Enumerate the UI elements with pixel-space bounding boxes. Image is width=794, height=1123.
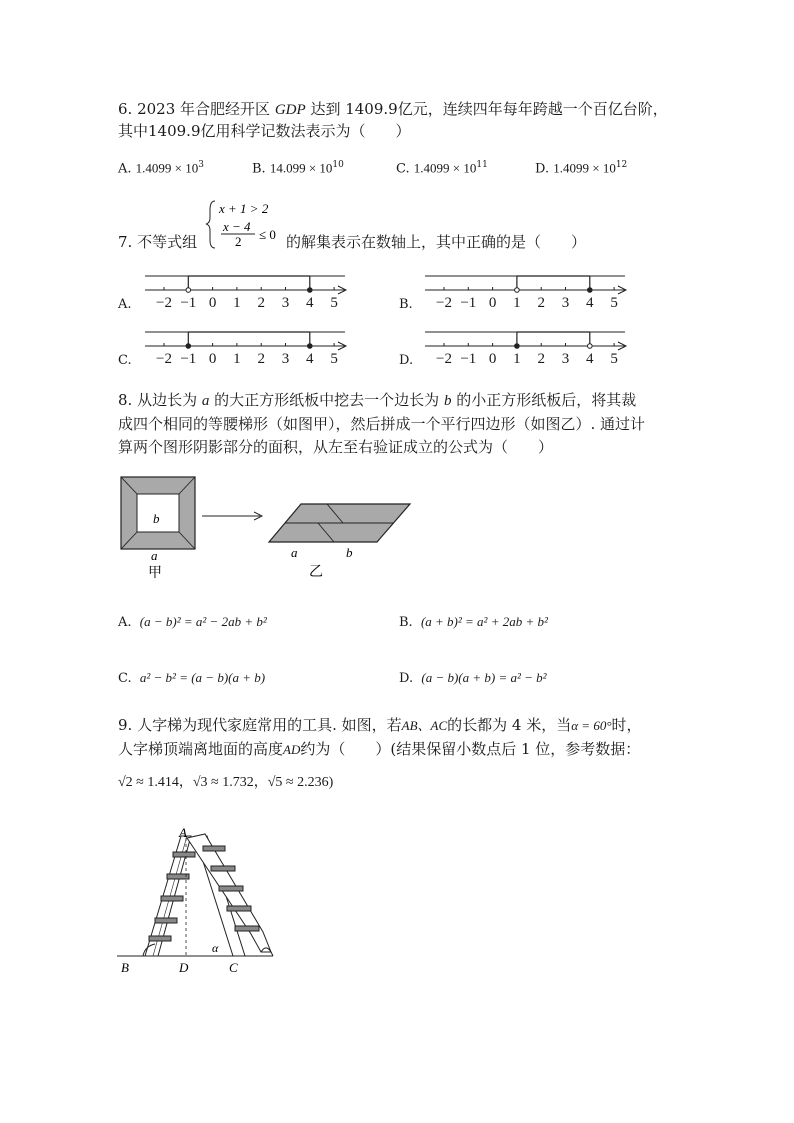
q7-numberline-d <box>425 324 635 366</box>
closed-endpoint <box>308 344 313 349</box>
tick-label: 4 <box>306 351 314 367</box>
tick-label: 0 <box>488 295 497 311</box>
closed-endpoint <box>308 288 313 293</box>
tick-label: 4 <box>306 295 314 311</box>
q8-line1: 8. 从边长为 a 的大正方形纸板中挖去一个边长为 b 的小正方形纸板后，将其裁 <box>118 391 637 409</box>
tick-label: 0 <box>488 351 497 367</box>
tick-label: 2 <box>537 351 545 367</box>
q9-label-d: D <box>179 960 189 975</box>
q6-option-b[interactable]: B. $14.099 \times 10^{10}$ <box>252 160 344 177</box>
q9-line1: 9. 人字梯为现代家庭常用的工具. 如图，若AB、AC的长都为 4 米，当α = 60°时， <box>118 716 642 734</box>
tick-label: −2 <box>436 351 452 367</box>
tick-label: 3 <box>281 351 290 367</box>
open-endpoint <box>515 288 520 293</box>
q9-label-c: C <box>229 960 238 975</box>
q7-ineq1: x + 1 > 2 <box>219 201 269 216</box>
tick-label: 4 <box>586 351 594 367</box>
closed-endpoint <box>515 344 520 349</box>
q8-line2: 成四个相同的等腰梯形（如图甲），然后拼成一个平行四边形（如图乙）. 通过计 <box>118 415 646 433</box>
open-endpoint <box>186 288 191 293</box>
closed-endpoint <box>186 344 191 349</box>
tick-label: 2 <box>257 351 265 367</box>
q8-fig-caption-yi: 乙 <box>309 565 323 580</box>
q6-line2: 其中1409.9亿用科学记数法表示为（ ） <box>118 122 411 140</box>
tick-label: 1 <box>513 351 521 367</box>
q8-figure-yi <box>268 503 413 583</box>
q8-par-label-a: a <box>291 545 298 560</box>
q7-option-b-label[interactable]: B. <box>399 297 413 312</box>
tick-label: 0 <box>208 295 217 311</box>
q9-ladder-figure <box>115 825 285 978</box>
q8-fig-caption-jia: 甲 <box>148 566 162 581</box>
tick-label: −1 <box>180 295 197 311</box>
q7-ineq2-num: x − 4 <box>223 219 251 234</box>
tick-label: 5 <box>330 295 338 311</box>
q8-option-d[interactable]: D. (a − b)(a + b) = a² − b² <box>399 670 547 686</box>
q6-option-c[interactable]: C. $1.4099 \times 10^{11}$ <box>396 160 488 177</box>
tick-label: 3 <box>281 295 290 311</box>
q9-reference-data: √2 ≈ 1.414，√3 ≈ 1.732，√5 ≈ 2.236) <box>118 775 334 790</box>
tick-label: −1 <box>180 351 197 367</box>
tick-label: 0 <box>208 351 217 367</box>
q7-option-a-label[interactable]: A. <box>118 297 132 312</box>
q6-number: 6. <box>118 100 133 118</box>
q9-label-a: A <box>179 825 187 840</box>
q8-line3: 算两个图形阴影部分的面积，从左至右验证成立的公式为（ ） <box>118 438 554 456</box>
q7-ineq2-den: 2 <box>235 234 242 249</box>
q7-number-prefix: 7. 不等式组 <box>118 233 198 251</box>
closed-endpoint <box>588 288 593 293</box>
tick-label: 1 <box>233 295 241 311</box>
q6-option-d[interactable]: D. $1.4099 \times 10^{12}$ <box>535 160 628 177</box>
q7-numberline-a <box>145 268 355 310</box>
tick-label: 5 <box>610 295 618 311</box>
tick-label: −1 <box>460 351 477 367</box>
q9-line2: 人字梯顶端离地面的高度AD约为（ ）(结果保留小数点后 1 位，参考数据： <box>118 740 641 758</box>
q9-label-b: B <box>121 960 129 975</box>
tick-label: −2 <box>156 295 172 311</box>
tick-label: 5 <box>610 351 618 367</box>
tick-label: 1 <box>513 295 521 311</box>
q8-option-a[interactable]: A. (a − b)² = a² − 2ab + b² <box>118 614 267 630</box>
tick-label: 1 <box>233 351 241 367</box>
q6-option-a[interactable]: A. $1.4099 \times 10^3$ <box>118 160 204 177</box>
open-endpoint <box>588 344 593 349</box>
q6-line1 <box>118 98 668 121</box>
q7-inequality-system <box>205 198 285 250</box>
q7-numberline-b <box>425 268 635 310</box>
q8-option-c[interactable]: C. a² − b² = (a − b)(a + b) <box>118 670 266 686</box>
q9-label-alpha: α <box>212 941 219 955</box>
tick-label: −1 <box>460 295 477 311</box>
q7-option-c-label[interactable]: C. <box>118 353 132 368</box>
q8-par-label-b: b <box>346 545 353 560</box>
q7-numberline-c <box>145 324 355 366</box>
arrow-right-icon <box>202 510 266 522</box>
q6-gdp: GDP <box>274 102 306 118</box>
tick-label: −2 <box>436 295 452 311</box>
tick-label: 5 <box>330 351 338 367</box>
q8-fig-label-a: a <box>151 548 158 563</box>
tick-label: 2 <box>257 295 265 311</box>
tick-label: 3 <box>561 351 570 367</box>
tick-label: 4 <box>586 295 594 311</box>
q8-option-b[interactable]: B. (a + b)² = a² + 2ab + b² <box>399 614 548 630</box>
q6-text-a: 2023 年合肥经开区 <box>137 100 271 118</box>
q6-text-b: 达到 1409.9亿元，连续四年每年跨越一个百亿台阶， <box>310 100 668 118</box>
q7-ineq2-rel: ≤ 0 <box>259 227 276 242</box>
q7-suffix: 的解集表示在数轴上，其中正确的是（ ） <box>286 233 587 251</box>
q8-figure-jia <box>118 476 198 586</box>
q8-fig-label-b: b <box>153 511 160 526</box>
tick-label: −2 <box>156 351 172 367</box>
q7-option-d-label[interactable]: D. <box>399 353 414 368</box>
tick-label: 2 <box>537 295 545 311</box>
tick-label: 3 <box>561 295 570 311</box>
